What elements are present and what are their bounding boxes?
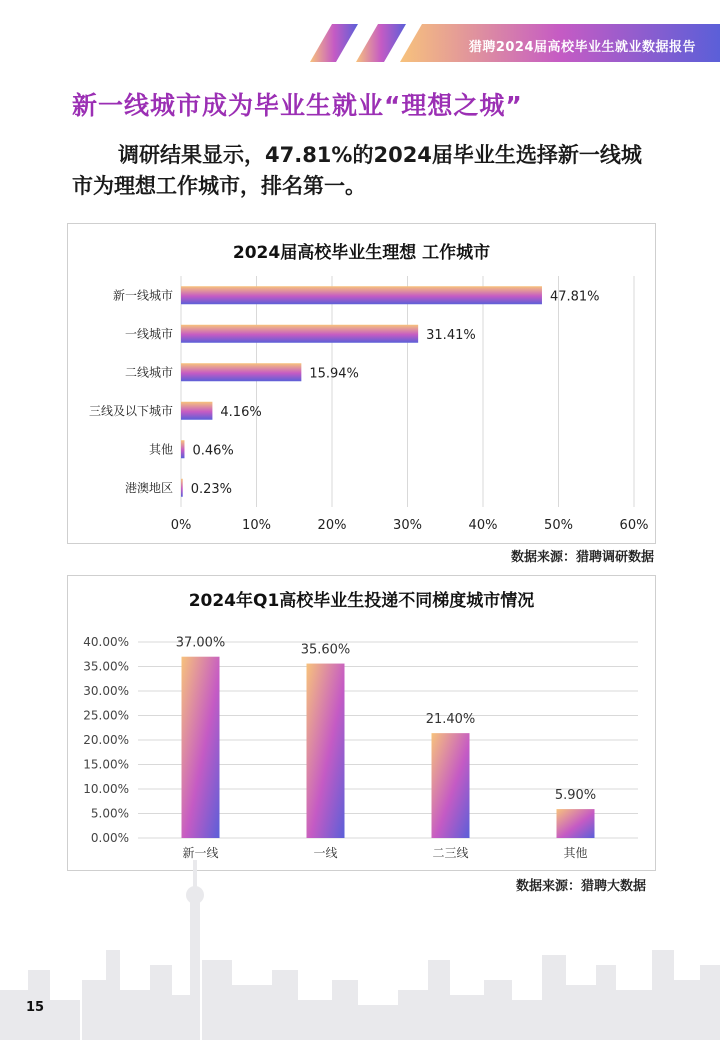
bar <box>307 664 345 838</box>
value-label: 21.40% <box>425 712 476 728</box>
category-label: 其他 <box>563 846 588 860</box>
x-tick-label: 20% <box>317 518 347 533</box>
application-tier-chart-plot <box>68 576 655 870</box>
category-label: 港澳地区 <box>124 480 173 495</box>
value-label: 0.46% <box>192 443 234 459</box>
intro-paragraph: 调研结果显示，47.81%的2024届毕业生选择新一线城市为理想工作城市，排名第一。 <box>72 143 642 198</box>
ideal-city-chart-plot <box>68 224 655 543</box>
category-label: 新一线 <box>182 846 219 860</box>
x-tick-label: 50% <box>544 518 573 533</box>
y-tick-label: 20.00% <box>83 733 129 747</box>
category-label: 其他 <box>148 442 173 457</box>
page-number: 15 <box>26 1000 45 1015</box>
x-tick-label: 10% <box>242 518 271 533</box>
bar <box>181 479 183 497</box>
bar <box>181 440 184 458</box>
value-label: 35.60% <box>300 642 351 658</box>
y-tick-label: 10.00% <box>83 782 129 796</box>
value-label: 5.90% <box>554 788 597 804</box>
chart-source: 数据来源：猎聘大数据 <box>515 879 646 894</box>
category-label: 一线城市 <box>124 326 173 341</box>
y-tick-label: 5.00% <box>90 806 129 821</box>
value-label: 37.00% <box>175 635 226 651</box>
value-label: 15.94% <box>309 366 359 382</box>
application-tier-chart <box>67 575 656 871</box>
category-label: 三线及以下城市 <box>88 403 173 418</box>
chart-title: 2024年Q1高校毕业生投递不同梯度城市情况 <box>188 591 535 611</box>
y-tick-label: 25.00% <box>83 708 129 723</box>
category-label: 新一线城市 <box>112 288 173 303</box>
category-label: 二线城市 <box>124 365 173 380</box>
y-tick-label: 35.00% <box>83 659 129 674</box>
value-label: 31.41% <box>426 327 476 343</box>
value-label: 47.81% <box>549 289 600 305</box>
page-heading: 新一线城市成为毕业生就业“理想之城” <box>72 91 523 120</box>
bar <box>181 286 542 304</box>
x-tick-label: 0% <box>170 518 192 533</box>
x-tick-label: 30% <box>393 518 422 533</box>
bar <box>557 809 595 838</box>
x-tick-label: 40% <box>468 518 498 533</box>
chart-source: 数据来源：猎聘调研数据 <box>510 550 654 565</box>
bar <box>181 363 301 381</box>
report-title: 猎聘2024届高校毕业生就业数据报告 <box>468 40 696 55</box>
bar <box>181 402 212 420</box>
y-tick-label: 30.00% <box>83 684 129 698</box>
y-tick-label: 40.00% <box>83 635 129 649</box>
x-tick-label: 60% <box>619 518 649 533</box>
y-tick-label: 15.00% <box>83 757 129 772</box>
category-label: 一线 <box>313 846 338 860</box>
bar <box>181 325 418 343</box>
category-label: 二三线 <box>432 846 469 860</box>
y-tick-label: 0.00% <box>90 831 129 845</box>
bar <box>182 657 220 838</box>
bar <box>432 733 470 838</box>
ideal-city-chart <box>67 223 656 544</box>
chart-title: 2024届高校毕业生理想 工作城市 <box>232 243 491 263</box>
value-label: 4.16% <box>220 404 262 420</box>
city-skyline-decoration <box>0 840 720 1040</box>
value-label: 0.23% <box>190 481 233 497</box>
